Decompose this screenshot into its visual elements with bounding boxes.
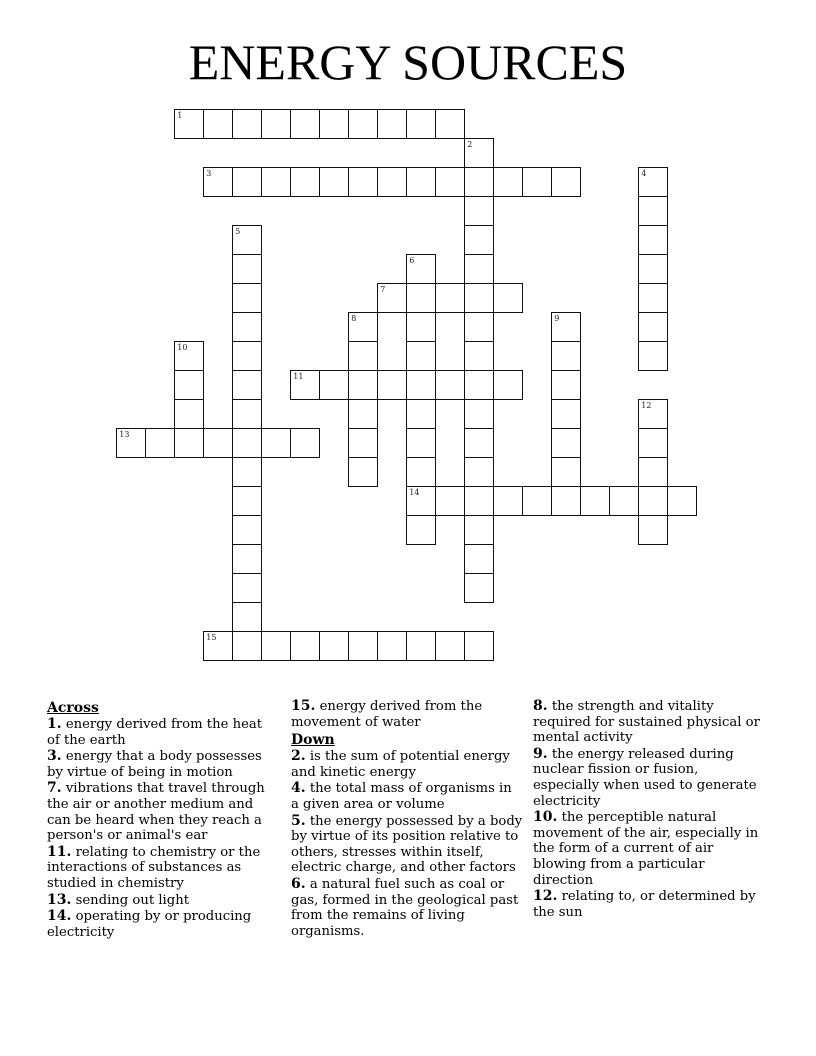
clue-across-14: 14. operating by or producing electricity — [47, 908, 252, 940]
grid-cell[interactable] — [464, 515, 494, 545]
clues-column-3 — [533, 699, 765, 921]
grid-cell[interactable] — [464, 283, 494, 313]
clue-down-6: 6. a natural fuel such as coal or gas, formed in the geological past from the remains of living organisms. — [291, 875, 519, 939]
grid-cell[interactable] — [551, 167, 581, 197]
grid-cell[interactable] — [638, 457, 668, 487]
grid-cell[interactable] — [174, 399, 204, 429]
grid-cell[interactable] — [406, 399, 436, 429]
grid-cell[interactable] — [435, 631, 465, 661]
grid-cell[interactable] — [232, 515, 262, 545]
clue-number: 15 — [206, 633, 217, 643]
clues-column-1 — [47, 699, 279, 941]
grid-cell[interactable] — [348, 631, 378, 661]
grid-cell[interactable] — [232, 399, 262, 429]
grid-cell[interactable] — [638, 399, 668, 429]
grid-cell[interactable] — [522, 486, 552, 516]
grid-cell[interactable] — [290, 109, 320, 139]
grid-cell[interactable] — [493, 167, 523, 197]
grid-cell[interactable] — [232, 457, 262, 487]
grid-cell[interactable] — [638, 486, 668, 516]
grid-cell[interactable] — [348, 312, 378, 342]
grid-cell[interactable] — [464, 167, 494, 197]
grid-cell[interactable] — [435, 486, 465, 516]
grid-cell[interactable] — [609, 486, 639, 516]
down-heading: Down — [291, 732, 335, 749]
grid-cell[interactable] — [348, 428, 378, 458]
grid-cell[interactable] — [174, 109, 204, 139]
clue-number: 5 — [235, 227, 241, 237]
grid-cell[interactable] — [464, 196, 494, 226]
grid-cell[interactable] — [261, 428, 291, 458]
clue-down-8: 8. the strength and vitality required for sustained physical or mental activity — [533, 698, 760, 746]
grid-cell[interactable] — [522, 167, 552, 197]
clue-number: 4 — [641, 169, 647, 179]
clue-down-2: 2. is the sum of potential energy and kinetic energy — [291, 748, 510, 780]
grid-cell[interactable] — [232, 428, 262, 458]
grid-cell[interactable] — [464, 138, 494, 168]
grid-cell[interactable] — [348, 167, 378, 197]
grid-cell[interactable] — [638, 515, 668, 545]
grid-cell[interactable] — [348, 370, 378, 400]
grid-cell[interactable] — [261, 167, 291, 197]
clue-down-5: 5. the energy possessed by a body by virtue of its position relative to others, stresses within itself, electric charge, and other factors — [291, 812, 523, 876]
grid-cell[interactable] — [406, 341, 436, 371]
grid-cell[interactable] — [232, 225, 262, 255]
grid-cell[interactable] — [551, 457, 581, 487]
grid-cell[interactable] — [551, 399, 581, 429]
grid-cell[interactable] — [348, 457, 378, 487]
grid-cell[interactable] — [464, 573, 494, 603]
grid-cell[interactable] — [232, 341, 262, 371]
grid-cell[interactable] — [145, 428, 175, 458]
clue-number: 9 — [554, 314, 560, 324]
clue-number: 3 — [206, 169, 212, 179]
grid-cell[interactable] — [435, 167, 465, 197]
clue-across-7: 7. vibrations that travel through the air or another medium and can be heard when they reach a person's or animal's ear — [47, 780, 265, 844]
grid-cell[interactable] — [493, 486, 523, 516]
grid-cell[interactable] — [232, 602, 262, 632]
grid-cell[interactable] — [464, 428, 494, 458]
clue-number: 14 — [409, 488, 420, 498]
grid-cell[interactable] — [232, 283, 262, 313]
grid-cell[interactable] — [290, 428, 320, 458]
grid-cell[interactable] — [174, 370, 204, 400]
grid-cell[interactable] — [406, 428, 436, 458]
grid-cell[interactable] — [435, 109, 465, 139]
grid-cell[interactable] — [580, 486, 610, 516]
clue-down-10: 10. the perceptible natural movement of the air, especially in the form of a current of air blowing from a particular direction — [533, 809, 759, 888]
grid-cell[interactable] — [464, 631, 494, 661]
grid-cell[interactable] — [174, 428, 204, 458]
clue-down-9: 9. the energy released during nuclear fission or fusion, especially when used to generate electricity — [533, 745, 757, 809]
grid-cell[interactable] — [290, 370, 320, 400]
grid-cell[interactable] — [406, 254, 436, 284]
grid-cell[interactable] — [551, 312, 581, 342]
clue-down-12: 12. relating to, or determined by the sun — [533, 888, 756, 920]
clue-number: 12 — [641, 401, 652, 411]
grid-cell[interactable] — [232, 254, 262, 284]
clue-number: 1 — [177, 111, 183, 121]
grid-cell[interactable] — [638, 225, 668, 255]
grid-cell[interactable] — [406, 283, 436, 313]
clue-across-11: 11. relating to chemistry or the interactions of substances as studied in chemistry — [47, 843, 261, 891]
clue-number: 10 — [177, 343, 188, 353]
grid-cell[interactable] — [203, 428, 233, 458]
grid-cell[interactable] — [232, 167, 262, 197]
grid-cell[interactable] — [435, 283, 465, 313]
clue-across-3: 3. energy that a body possesses by virtue of being in motion — [47, 748, 262, 780]
clue-across-15: 15. energy derived from the movement of water — [291, 698, 483, 730]
grid-cell[interactable] — [406, 631, 436, 661]
grid-cell[interactable] — [638, 254, 668, 284]
grid-cell[interactable] — [551, 341, 581, 371]
page-title: ENERGY SOURCES — [188, 34, 628, 90]
grid-cell[interactable] — [203, 631, 233, 661]
grid-cell[interactable] — [377, 370, 407, 400]
grid-cell[interactable] — [174, 341, 204, 371]
grid-cell[interactable] — [232, 370, 262, 400]
grid-cell[interactable] — [406, 515, 436, 545]
grid-cell[interactable] — [406, 486, 436, 516]
grid-cell[interactable] — [203, 109, 233, 139]
grid-cell[interactable] — [638, 283, 668, 313]
grid-cell[interactable] — [232, 544, 262, 574]
clues-column-2 — [291, 699, 523, 940]
grid-cell[interactable] — [232, 631, 262, 661]
grid-cell[interactable] — [406, 167, 436, 197]
grid-cell[interactable] — [464, 370, 494, 400]
grid-cell[interactable] — [464, 457, 494, 487]
grid-cell[interactable] — [319, 109, 349, 139]
grid-cell[interactable] — [406, 312, 436, 342]
grid-cell[interactable] — [406, 370, 436, 400]
clue-number: 13 — [119, 430, 130, 440]
clue-number: 6 — [409, 256, 415, 266]
grid-cell[interactable] — [464, 225, 494, 255]
clue-number: 2 — [467, 140, 473, 150]
clue-across-13: 13. sending out light — [47, 891, 190, 908]
grid-cell[interactable] — [319, 167, 349, 197]
grid-cell[interactable] — [290, 631, 320, 661]
grid-cell[interactable] — [638, 312, 668, 342]
grid-cell[interactable] — [290, 167, 320, 197]
grid-cell[interactable] — [232, 109, 262, 139]
grid-cell[interactable] — [377, 283, 407, 313]
grid-cell[interactable] — [203, 167, 233, 197]
grid-cell[interactable] — [638, 341, 668, 371]
clue-number: 11 — [293, 372, 304, 382]
grid-cell[interactable] — [348, 399, 378, 429]
grid-cell[interactable] — [261, 109, 291, 139]
grid-cell[interactable] — [493, 370, 523, 400]
grid-cell[interactable] — [377, 109, 407, 139]
grid-cell[interactable] — [638, 428, 668, 458]
grid-cell[interactable] — [464, 486, 494, 516]
grid-cell[interactable] — [319, 370, 349, 400]
grid-cell[interactable] — [319, 631, 349, 661]
grid-cell[interactable] — [232, 573, 262, 603]
grid-cell[interactable] — [464, 341, 494, 371]
clue-number: 8 — [351, 314, 357, 324]
grid-cell[interactable] — [638, 167, 668, 197]
clue-across-1: 1. energy derived from the heat of the earth — [47, 716, 263, 748]
grid-cell[interactable] — [116, 428, 146, 458]
grid-cell[interactable] — [406, 109, 436, 139]
grid-cell[interactable] — [232, 312, 262, 342]
grid-cell[interactable] — [667, 486, 697, 516]
grid-cell[interactable] — [232, 486, 262, 516]
clue-down-4: 4. the total mass of organisms in a given area or volume — [291, 780, 512, 812]
grid-cell[interactable] — [551, 428, 581, 458]
grid-cell[interactable] — [348, 341, 378, 371]
grid-cell[interactable] — [464, 254, 494, 284]
grid-cell[interactable] — [638, 196, 668, 226]
grid-cell[interactable] — [464, 312, 494, 342]
grid-cell[interactable] — [406, 457, 436, 487]
grid-cell[interactable] — [551, 370, 581, 400]
grid-cell[interactable] — [493, 283, 523, 313]
grid-cell[interactable] — [551, 486, 581, 516]
grid-cell[interactable] — [377, 631, 407, 661]
clue-number: 7 — [380, 285, 386, 295]
grid-cell[interactable] — [348, 109, 378, 139]
grid-cell[interactable] — [464, 544, 494, 574]
grid-cell[interactable] — [261, 631, 291, 661]
across-heading: Across — [47, 700, 99, 716]
grid-cell[interactable] — [464, 399, 494, 429]
grid-cell[interactable] — [377, 167, 407, 197]
grid-cell[interactable] — [435, 370, 465, 400]
